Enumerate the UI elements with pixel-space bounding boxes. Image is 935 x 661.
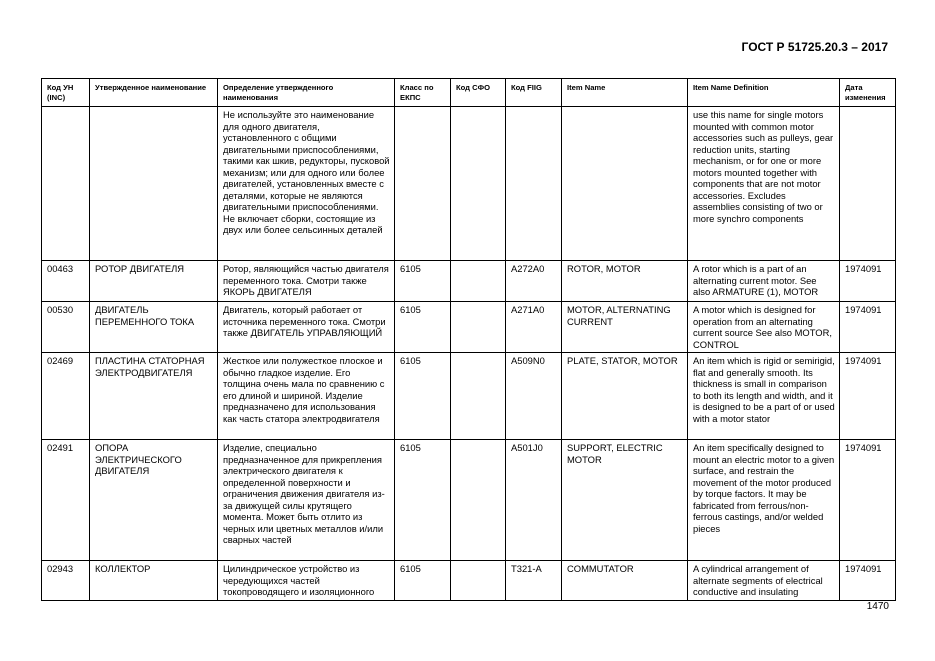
table-header-row bbox=[42, 79, 896, 107]
column-header: Код УН (INC) bbox=[42, 79, 90, 107]
column-header: Item Name bbox=[562, 79, 688, 107]
item-name-cell: ROTOR, MOTOR bbox=[562, 261, 688, 302]
item-name-cell bbox=[562, 107, 688, 261]
inc-cell: 02469 bbox=[42, 353, 90, 440]
class-cell: 6105 bbox=[395, 302, 451, 353]
name-ru-cell bbox=[90, 107, 218, 261]
column-header: Код СФО bbox=[451, 79, 506, 107]
fiig-cell bbox=[506, 107, 562, 261]
date-cell: 1974091 bbox=[840, 440, 896, 561]
date-cell bbox=[840, 107, 896, 261]
item-name-cell: MOTOR, ALTERNATING CURRENT bbox=[562, 302, 688, 353]
class-cell: 6105 bbox=[395, 561, 451, 601]
item-definition-cell: An item which is rigid or semirigid, flat and generally smooth. Its thickness is small in comparison to both its length and width, and it is designed to be a part of or used with a motor stator bbox=[688, 353, 840, 440]
inc-cell bbox=[42, 107, 90, 261]
item-name-cell: SUPPORT, ELECTRIC MOTOR bbox=[562, 440, 688, 561]
item-definition-cell: A cylindrical arrangement of alternate segments of electrical conductive and insulating bbox=[688, 561, 840, 601]
item-definition-cell: A motor which is designed for operation from an alternating current source See also MOTOR, CONTROL bbox=[688, 302, 840, 353]
date-cell: 1974091 bbox=[840, 261, 896, 302]
name-ru-cell: ДВИГАТЕЛЬ ПЕРЕМЕННОГО ТОКА bbox=[90, 302, 218, 353]
definition-ru-cell: Жесткое или полужесткое плоское и обычно гладкое изделие. Его толщина очень мала по сравнению с его длиной и шириной. Изделие предназначено для использования как часть статора электродвигателя bbox=[218, 353, 395, 440]
name-ru-cell: ПЛАСТИНА СТАТОРНАЯ ЭЛЕКТРОДВИГАТЕЛЯ bbox=[90, 353, 218, 440]
sfo-cell bbox=[451, 261, 506, 302]
table-row bbox=[42, 561, 896, 601]
name-ru-cell: ОПОРА ЭЛЕКТРИЧЕСКОГО ДВИГАТЕЛЯ bbox=[90, 440, 218, 561]
column-header: Утвержденное наименование bbox=[90, 79, 218, 107]
inc-cell: 02491 bbox=[42, 440, 90, 561]
column-header: Item Name Definition bbox=[688, 79, 840, 107]
column-header: Код FIIG bbox=[506, 79, 562, 107]
class-cell bbox=[395, 107, 451, 261]
item-name-cell: PLATE, STATOR, MOTOR bbox=[562, 353, 688, 440]
column-header: Дата изменения bbox=[840, 79, 896, 107]
name-ru-cell: РОТОР ДВИГАТЕЛЯ bbox=[90, 261, 218, 302]
class-cell: 6105 bbox=[395, 261, 451, 302]
table-row bbox=[42, 107, 896, 261]
item-definition-cell: A rotor which is a part of an alternating current motor. See also ARMATURE (1), MOTOR bbox=[688, 261, 840, 302]
class-cell: 6105 bbox=[395, 353, 451, 440]
inc-cell: 00530 bbox=[42, 302, 90, 353]
definition-ru-cell: Цилиндрическое устройство из чередующихся частей токопроводящего и изоляционного bbox=[218, 561, 395, 601]
definitions-table bbox=[41, 78, 896, 601]
inc-cell: 02943 bbox=[42, 561, 90, 601]
item-definition-cell: use this name for single motors mounted with common motor accessories such as pulleys, gear reduction units, starting mechanism, or for one or more motors mounted together with components that are not motor accessories. Excludes assemblies consisting of two or more synchro components bbox=[688, 107, 840, 261]
sfo-cell bbox=[451, 107, 506, 261]
table-row bbox=[42, 440, 896, 561]
document-header: ГОСТ Р 51725.20.3 – 2017 bbox=[741, 40, 888, 54]
sfo-cell bbox=[451, 440, 506, 561]
date-cell: 1974091 bbox=[840, 302, 896, 353]
fiig-cell: A501J0 bbox=[506, 440, 562, 561]
sfo-cell bbox=[451, 561, 506, 601]
fiig-cell: A509N0 bbox=[506, 353, 562, 440]
definition-ru-cell: Изделие, специально предназначенное для прикрепления электрического двигателя к определенной поверхности и ограничения движения двигателя из-за движущей силы крутящего момента. Может быть отлито из черных или цветных металлов и/или сварных частей bbox=[218, 440, 395, 561]
item-name-cell: COMMUTATOR bbox=[562, 561, 688, 601]
definition-ru-cell: Ротор, являющийся частью двигателя переменного тока. Смотри также ЯКОРЬ ДВИГАТЕЛЯ bbox=[218, 261, 395, 302]
item-definition-cell: An item specifically designed to mount an electric motor to a given surface, and restrain the movement of the motor produced by torque factors. It may be fabricated from ferrous/non-ferrous castings, and/or welded pieces bbox=[688, 440, 840, 561]
date-cell: 1974091 bbox=[840, 561, 896, 601]
table-row bbox=[42, 302, 896, 353]
definition-ru-cell: Не используйте это наименование для одного двигателя, установленного с общими двигательными приспособлениями, такими как шкив, редукторы, пусковой механизм; или для одного или более двигателей, установленных вместе с деталями, которые не являются двигательными приспособлениями. Не включает сборки, состоящие из двух или более сельсинных деталей bbox=[218, 107, 395, 261]
table-row bbox=[42, 261, 896, 302]
sfo-cell bbox=[451, 353, 506, 440]
inc-cell: 00463 bbox=[42, 261, 90, 302]
column-header: Определение утвержденного наименования bbox=[218, 79, 395, 107]
sfo-cell bbox=[451, 302, 506, 353]
page-number: 1470 bbox=[866, 601, 889, 612]
fiig-cell: T321-A bbox=[506, 561, 562, 601]
column-header: Класс по ЕКПС bbox=[395, 79, 451, 107]
definition-ru-cell: Двигатель, который работает от источника переменного тока. Смотри также ДВИГАТЕЛЬ УПРАВЛЯЮЩИЙ bbox=[218, 302, 395, 353]
class-cell: 6105 bbox=[395, 440, 451, 561]
date-cell: 1974091 bbox=[840, 353, 896, 440]
table-row bbox=[42, 353, 896, 440]
name-ru-cell: КОЛЛЕКТОР bbox=[90, 561, 218, 601]
fiig-cell: A271A0 bbox=[506, 302, 562, 353]
fiig-cell: A272A0 bbox=[506, 261, 562, 302]
